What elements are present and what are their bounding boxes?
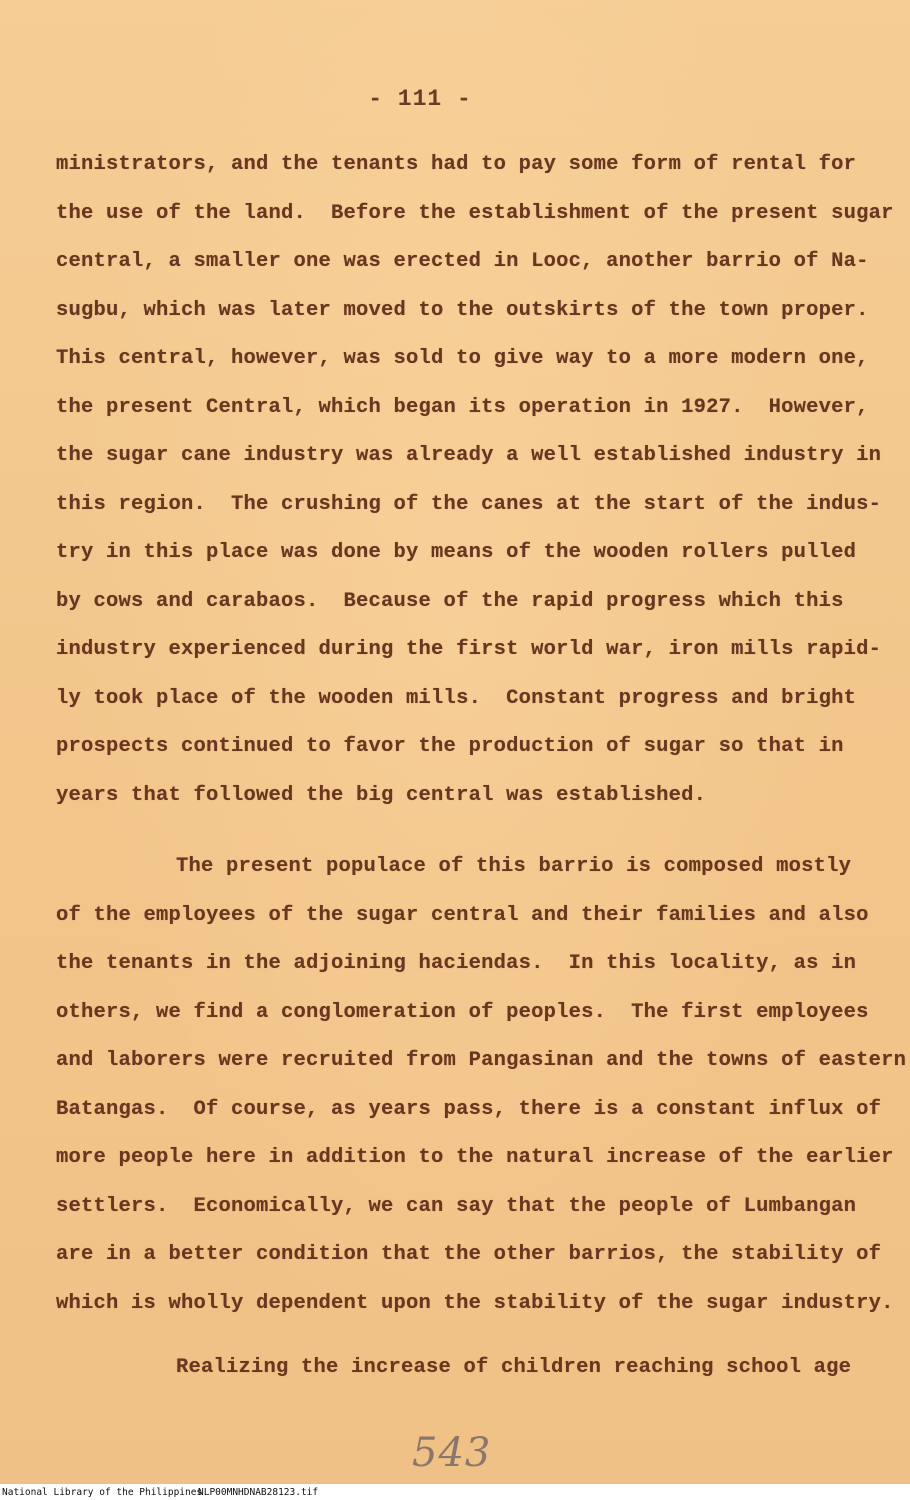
text-line: years that followed the big central was established. [56,783,707,807]
text-line: by cows and carabaos. Because of the rapid progress which this [56,589,844,613]
text-line: the use of the land. Before the establishment of the present sugar [56,201,894,225]
text-line: which is wholly dependent upon the stability of the sugar industry. [56,1291,894,1315]
text-line: of the employees of the sugar central and their families and also [56,903,869,927]
paragraph-1 [56,141,894,820]
text-line: Batangas. Of course, as years pass, there is a constant influx of [56,1097,882,1121]
footer-bar [0,1484,910,1500]
paragraph-2 [56,843,907,1328]
footer-filename: NLP00MNHDNAB28123.tif [198,1487,319,1498]
text-line: the present Central, which began its operation in 1927. However, [56,395,869,419]
text-line: this region. The crushing of the canes at the start of the indus- [56,492,882,516]
text-line: settlers. Economically, we can say that the people of Lumbangan [56,1194,857,1218]
text-line: try in this place was done by means of the wooden rollers pulled [56,541,857,564]
text-line: are in a better condition that the other barrios, the stability of [56,1243,882,1266]
text-line: ministrators, and the tenants had to pay some form of rental for [56,153,857,176]
text-line: sugbu, which was later moved to the outskirts of the town proper. [56,298,869,322]
page-number: - 111 - [368,86,472,112]
text-line: ly took place of the wooden mills. Constant progress and bright [56,686,857,710]
text-line: the tenants in the adjoining haciendas. In this locality, as in [56,952,857,975]
text-line: central, a smaller one was erected in Looc, another barrio of Na- [56,250,869,273]
handwritten-page-number: 543 [412,1430,492,1476]
text-line: The present populace of this barrio is composed mostly [176,855,852,878]
text-line: Realizing the increase of children reaching school age [176,1356,852,1379]
text-line: prospects continued to favor the production of sugar so that in [56,735,844,758]
text-line: others, we find a conglomeration of peoples. The first employees [56,1000,869,1024]
footer-library: National Library of the Philippines [2,1487,203,1498]
text-line: the sugar cane industry was already a well established industry in [56,444,882,467]
text-line: and laborers were recruited from Pangasinan and the towns of eastern [56,1049,907,1072]
text-line: more people here in addition to the natural increase of the earlier [56,1146,894,1169]
text-line: industry experienced during the first world war, iron mills rapid- [56,638,882,661]
paragraph-3 [56,1344,886,1393]
text-line: This central, however, was sold to give way to a more modern one, [56,347,869,370]
